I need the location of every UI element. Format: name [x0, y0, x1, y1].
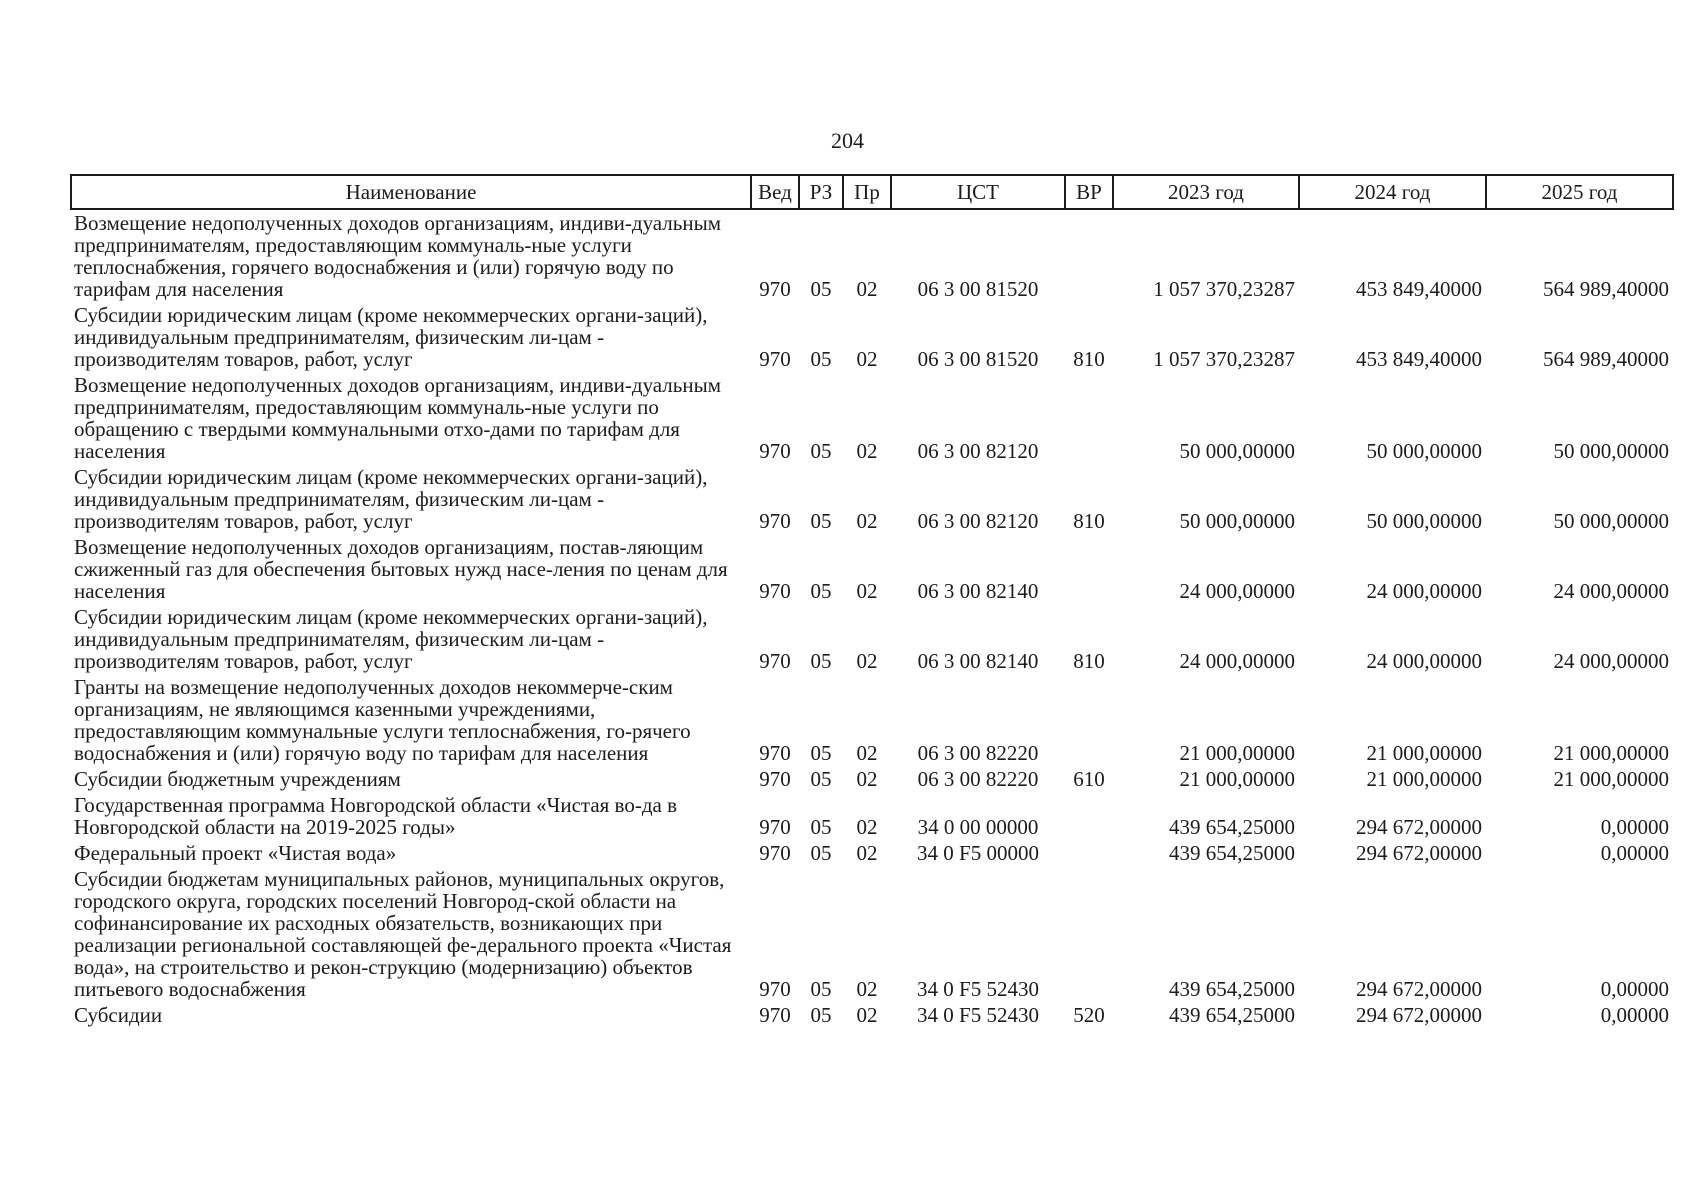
- row-vr: 810: [1073, 649, 1105, 673]
- row-vr: [1065, 534, 1113, 604]
- row-amount-2024: 453 849,40000: [1356, 347, 1482, 371]
- table-row: [71, 209, 1673, 302]
- row-ved: 970: [759, 767, 791, 791]
- header-pr: Пр: [843, 175, 891, 209]
- row-amount-2024: 294 672,00000: [1356, 841, 1482, 865]
- row-amount-2024: 21 000,00000: [1366, 767, 1482, 791]
- row-cst: 34 0 00 00000: [917, 815, 1039, 839]
- row-vr: [1065, 866, 1113, 1002]
- row-rz: 05: [810, 741, 832, 765]
- row-vr: 810: [1073, 347, 1105, 371]
- row-amount-2024: 50 000,00000: [1366, 509, 1482, 533]
- row-vr: [1065, 372, 1113, 464]
- row-amount-2023: 439 654,25000: [1169, 841, 1295, 865]
- table-body: [71, 209, 1673, 1028]
- header-2024: 2024 год: [1299, 175, 1486, 209]
- row-vr: 520: [1073, 1003, 1105, 1027]
- header-name: Наименование: [71, 175, 751, 209]
- row-pr: 02: [856, 277, 878, 301]
- row-amount-2025: 21 000,00000: [1553, 767, 1669, 791]
- row-amount-2025: 0,00000: [1600, 1003, 1669, 1027]
- row-vr: [1065, 209, 1113, 302]
- row-pr: 02: [856, 347, 878, 371]
- row-amount-2025: 0,00000: [1600, 977, 1669, 1001]
- row-name: Субсидии бюджетным учреждениям: [74, 767, 401, 791]
- row-vr: [1065, 792, 1113, 840]
- row-ved: 970: [759, 977, 791, 1001]
- row-amount-2023: 439 654,25000: [1169, 977, 1295, 1001]
- row-amount-2024: 21 000,00000: [1366, 741, 1482, 765]
- row-rz: 05: [810, 277, 832, 301]
- row-ved: 970: [759, 277, 791, 301]
- header-2025: 2025 год: [1486, 175, 1673, 209]
- row-name: Возмещение недополученных доходов организациям, постав-ляющим сжиженный газ для обеспечения бытовых нужд насе-ления по ценам для населения: [74, 535, 728, 603]
- row-rz: 05: [810, 579, 832, 603]
- header-vr: ВР: [1065, 175, 1113, 209]
- row-amount-2023: 1 057 370,23287: [1153, 347, 1295, 371]
- row-ved: 970: [759, 841, 791, 865]
- row-name: Гранты на возмещение недополученных доходов некоммерче-ским организациям, не являющимся казенными учреждениями, предоставляющим коммунальные услуги теплоснабжения, го-рячего водоснабжения и (или) горячую воду по тарифам для населения: [74, 675, 691, 765]
- header-cst: ЦСТ: [891, 175, 1065, 209]
- row-pr: 02: [856, 741, 878, 765]
- row-amount-2025: 564 989,40000: [1543, 277, 1669, 301]
- row-name: Субсидии: [74, 1003, 163, 1027]
- row-name: Возмещение недополученных доходов организациям, индиви-дуальным предпринимателям, предоставляющим коммуналь-ные услуги теплоснабжения, горячего водоснабжения и (или) горячую воду по тарифам для населения: [74, 211, 721, 301]
- table-row: [71, 866, 1673, 1002]
- header-ved: Вед: [751, 175, 799, 209]
- row-amount-2025: 564 989,40000: [1543, 347, 1669, 371]
- row-pr: 02: [856, 649, 878, 673]
- row-amount-2023: 21 000,00000: [1179, 767, 1295, 791]
- row-amount-2023: 439 654,25000: [1169, 1003, 1295, 1027]
- row-pr: 02: [856, 509, 878, 533]
- row-pr: 02: [856, 579, 878, 603]
- row-ved: 970: [759, 741, 791, 765]
- row-rz: 05: [810, 649, 832, 673]
- row-amount-2025: 24 000,00000: [1553, 579, 1669, 603]
- table-row: [71, 534, 1673, 604]
- row-amount-2024: 294 672,00000: [1356, 1003, 1482, 1027]
- table-row: [71, 372, 1673, 464]
- row-cst: 06 3 00 82220: [917, 767, 1039, 791]
- table-row: [71, 464, 1673, 534]
- row-amount-2024: 453 849,40000: [1356, 277, 1482, 301]
- row-cst: 06 3 00 81520: [917, 347, 1039, 371]
- row-name: Государственная программа Новгородской области «Чистая во-да в Новгородской области на 2019-2025 годы»: [74, 793, 677, 839]
- page-number: 204: [831, 128, 864, 153]
- row-rz: 05: [810, 1003, 832, 1027]
- row-pr: 02: [856, 841, 878, 865]
- row-amount-2025: 0,00000: [1600, 815, 1669, 839]
- row-amount-2023: 21 000,00000: [1179, 741, 1295, 765]
- row-name: Субсидии юридическим лицам (кроме некоммерческих органи-заций), индивидуальным предпринимателям, физическим ли-цам - производителям товаров, работ, услуг: [74, 303, 708, 371]
- row-amount-2024: 24 000,00000: [1366, 649, 1482, 673]
- row-amount-2025: 21 000,00000: [1553, 741, 1669, 765]
- row-amount-2023: 24 000,00000: [1179, 579, 1295, 603]
- row-pr: 02: [856, 815, 878, 839]
- row-pr: 02: [856, 439, 878, 463]
- table-row: [71, 1002, 1673, 1028]
- row-amount-2024: 50 000,00000: [1366, 439, 1482, 463]
- row-pr: 02: [856, 1003, 878, 1027]
- row-amount-2025: 50 000,00000: [1553, 509, 1669, 533]
- table-row: [71, 766, 1673, 792]
- row-cst: 34 0 F5 52430: [917, 1003, 1039, 1027]
- row-rz: 05: [810, 815, 832, 839]
- row-ved: 970: [759, 815, 791, 839]
- row-vr: 810: [1073, 509, 1105, 533]
- row-amount-2024: 24 000,00000: [1366, 579, 1482, 603]
- row-rz: 05: [810, 767, 832, 791]
- row-vr: [1065, 840, 1113, 866]
- row-cst: 34 0 F5 52430: [917, 977, 1039, 1001]
- row-name: Субсидии юридическим лицам (кроме некоммерческих органи-заций), индивидуальным предпринимателям, физическим ли-цам - производителям товаров, работ, услуг: [74, 605, 708, 673]
- row-ved: 970: [759, 509, 791, 533]
- row-rz: 05: [810, 977, 832, 1001]
- row-amount-2023: 439 654,25000: [1169, 815, 1295, 839]
- row-cst: 06 3 00 82220: [917, 741, 1039, 765]
- row-cst: 34 0 F5 00000: [917, 841, 1039, 865]
- row-cst: 06 3 00 82120: [917, 439, 1039, 463]
- table-row: [71, 840, 1673, 866]
- row-name: Федеральный проект «Чистая вода»: [74, 841, 397, 865]
- row-cst: 06 3 00 82120: [917, 509, 1039, 533]
- row-cst: 06 3 00 81520: [917, 277, 1039, 301]
- row-rz: 05: [810, 841, 832, 865]
- row-name: Субсидии юридическим лицам (кроме некоммерческих органи-заций), индивидуальным предпринимателям, физическим ли-цам - производителям товаров, работ, услуг: [74, 465, 708, 533]
- row-ved: 970: [759, 347, 791, 371]
- row-name: Возмещение недополученных доходов организациям, индиви-дуальным предпринимателям, предоставляющим коммуналь-ные услуги по обращению с твердыми коммунальными отхо-дами по тарифам для населения: [74, 373, 721, 463]
- row-ved: 970: [759, 649, 791, 673]
- row-amount-2025: 0,00000: [1600, 841, 1669, 865]
- header-2023: 2023 год: [1113, 175, 1299, 209]
- row-amount-2023: 24 000,00000: [1179, 649, 1295, 673]
- row-ved: 970: [759, 579, 791, 603]
- row-vr: 610: [1073, 767, 1105, 791]
- row-ved: 970: [759, 1003, 791, 1027]
- row-pr: 02: [856, 977, 878, 1001]
- row-pr: 02: [856, 767, 878, 791]
- table-row: [71, 302, 1673, 372]
- row-amount-2025: 24 000,00000: [1553, 649, 1669, 673]
- table-row: [71, 604, 1673, 674]
- row-rz: 05: [810, 509, 832, 533]
- table-row: [71, 792, 1673, 840]
- row-amount-2023: 50 000,00000: [1179, 439, 1295, 463]
- row-ved: 970: [759, 439, 791, 463]
- budget-table: [70, 174, 1674, 1028]
- row-amount-2023: 50 000,00000: [1179, 509, 1295, 533]
- row-cst: 06 3 00 82140: [917, 579, 1039, 603]
- row-amount-2024: 294 672,00000: [1356, 977, 1482, 1001]
- table-row: [71, 674, 1673, 766]
- row-rz: 05: [810, 439, 832, 463]
- row-vr: [1065, 674, 1113, 766]
- row-name: Субсидии бюджетам муниципальных районов, муниципальных округов, городского округа, городских поселений Новгород-ской области на софинансирование их расходных обязательств, возникающих при реализации региональной составляющей фе-дерального проекта «Чистая вода», на строительство и рекон-струкцию (модернизацию) объектов питьевого водоснабжения: [74, 867, 732, 1001]
- row-rz: 05: [810, 347, 832, 371]
- header-rz: РЗ: [799, 175, 843, 209]
- row-cst: 06 3 00 82140: [917, 649, 1039, 673]
- row-amount-2024: 294 672,00000: [1356, 815, 1482, 839]
- row-amount-2023: 1 057 370,23287: [1153, 277, 1295, 301]
- table-header: [71, 175, 1673, 209]
- row-amount-2025: 50 000,00000: [1553, 439, 1669, 463]
